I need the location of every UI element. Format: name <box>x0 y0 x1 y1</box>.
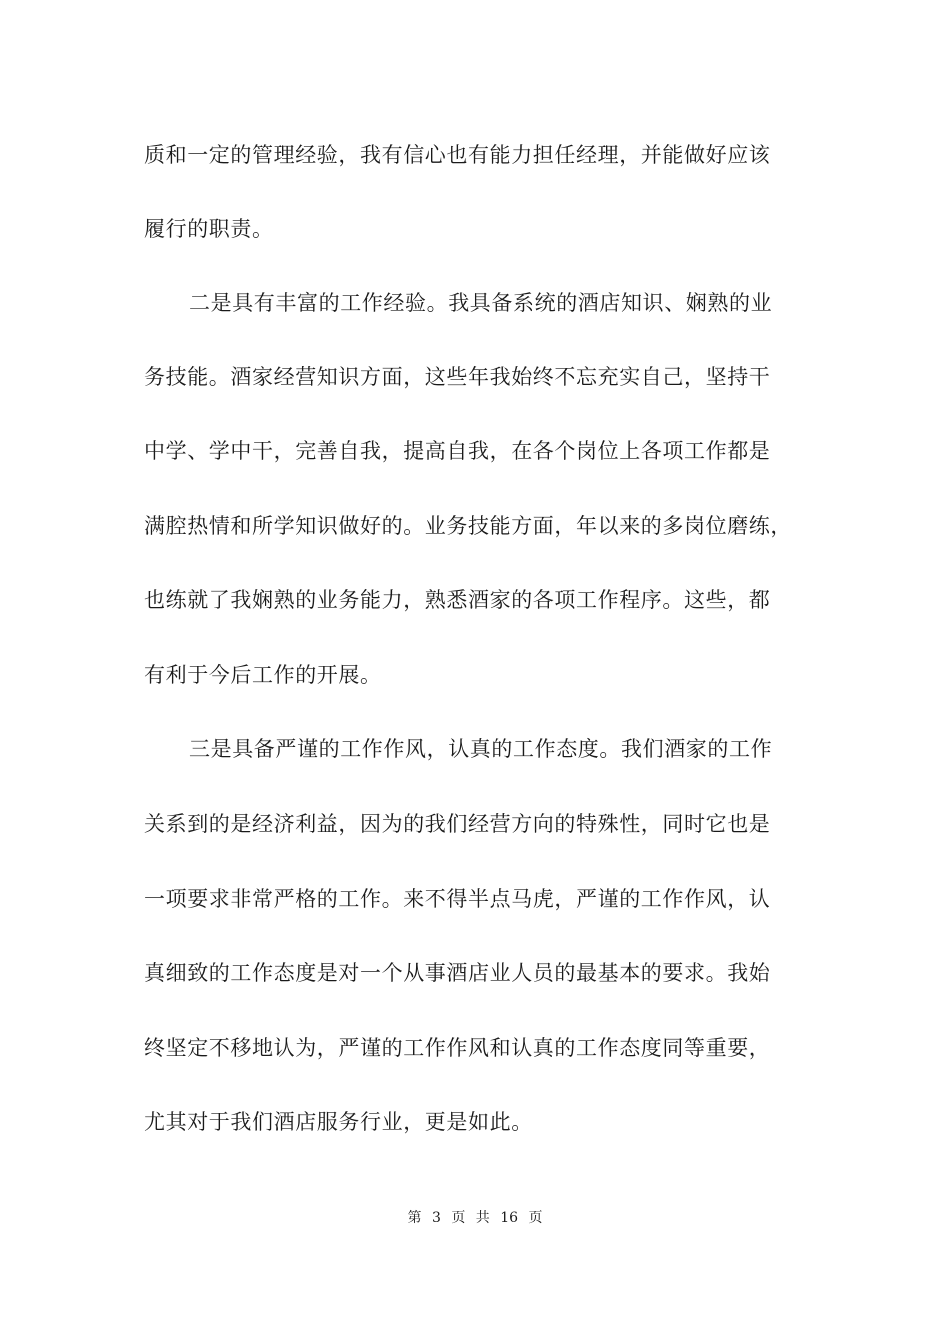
text-line: 也练就了我娴熟的业务能力，熟悉酒家的各项工作程序。这些，都 <box>144 588 771 612</box>
footer-prefix: 第 <box>407 1210 422 1226</box>
text-line: 履行的职责。 <box>144 217 274 241</box>
total-pages-number: 16 <box>500 1210 519 1226</box>
footer-suffix: 页 <box>528 1210 543 1226</box>
text-line: 满腔热情和所学知识做好的。业务技能方面，年以来的多岗位磨练， <box>144 514 792 538</box>
footer-total-prefix: 共 <box>475 1210 490 1226</box>
text-line: 真细致的工作态度是对一个从事酒店业人员的最基本的要求。我始 <box>144 961 771 985</box>
footer-page-word: 页 <box>451 1210 466 1226</box>
paragraph-start-line: 二是具有丰富的工作经验。我具备系统的酒店知识、娴熟的业 <box>189 291 773 315</box>
text-line: 有利于今后工作的开展。 <box>144 663 382 687</box>
text-line: 务技能。酒家经营知识方面，这些年我始终不忘充实自己，坚持干 <box>144 365 771 389</box>
page-footer <box>0 1208 950 1228</box>
text-line: 中学、学中干，完善自我，提高自我，在各个岗位上各项工作都是 <box>144 439 771 463</box>
text-line: 一项要求非常严格的工作。来不得半点马虎，严谨的工作作风，认 <box>144 887 771 911</box>
text-line: 终坚定不移地认为，严谨的工作作风和认真的工作态度同等重要， <box>144 1036 771 1060</box>
text-line: 尤其对于我们酒店服务行业，更是如此。 <box>144 1110 533 1134</box>
paragraph-start-line: 三是具备严谨的工作作风，认真的工作态度。我们酒家的工作 <box>189 737 773 761</box>
text-line: 关系到的是经济利益，因为的我们经营方向的特殊性，同时它也是 <box>144 812 771 836</box>
current-page-number: 3 <box>431 1210 441 1226</box>
text-line: 质和一定的管理经验，我有信心也有能力担任经理，并能做好应该 <box>144 143 771 167</box>
